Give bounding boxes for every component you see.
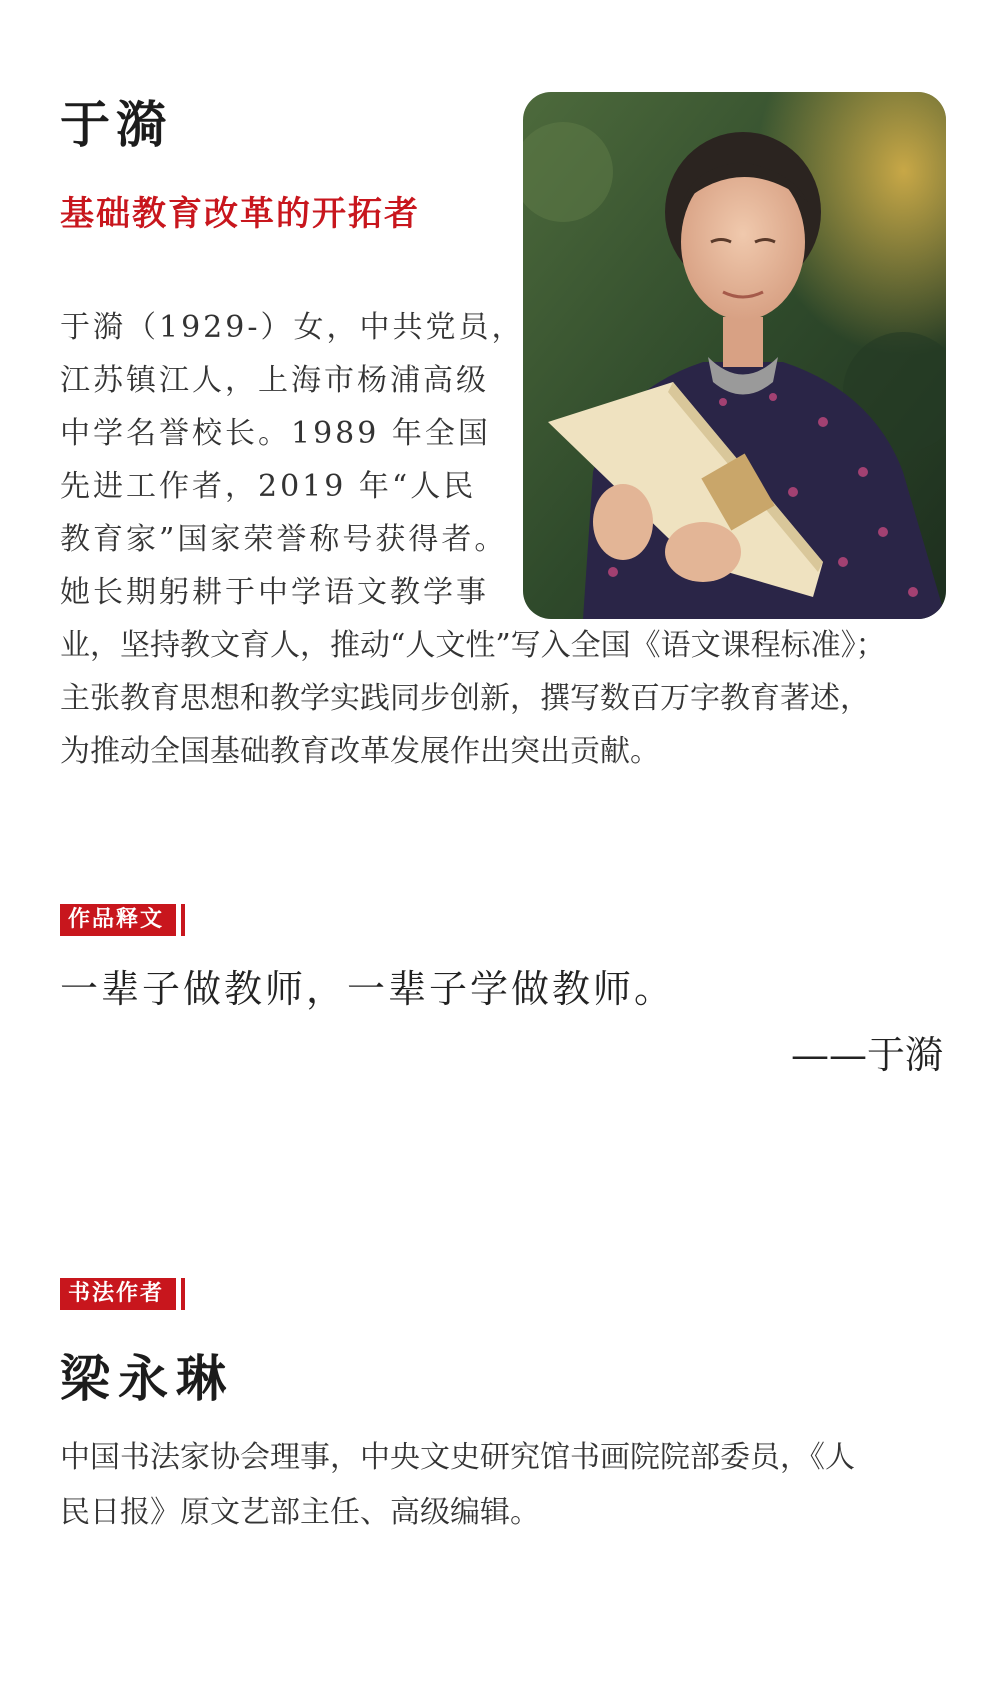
bio-line: 她长期躬耕于中学语文教学事 [60, 575, 489, 610]
work-quote: 一辈子做教师，一辈子学做教师。 [60, 967, 676, 1011]
bio-line: 先进工作者，2019 年“人民 [60, 469, 477, 504]
calligrapher-bio-line: 中国书法家协会理事，中央文史研究馆书画院院部委员，《人 [60, 1440, 855, 1475]
bio-line: 主张教育思想和教学实践同步创新，撰写数百万字教育著述， [60, 681, 870, 716]
tag-accent-bar [181, 904, 185, 936]
calligrapher-bio [60, 1430, 946, 1540]
person-subtitle: 基础教育改革的开拓者 [60, 194, 420, 234]
calligrapher-name: 梁永琳 [60, 1350, 234, 1408]
calligrapher-bio-line: 民日报》原文艺部主任、高级编辑。 [60, 1495, 540, 1530]
bio-line: 为推动全国基础教育改革发展作出突出贡献。 [60, 734, 660, 769]
bio-line: 中学名誉校长。1989 年全国 [60, 416, 491, 451]
bio-line: 业，坚持教文育人，推动“人文性”写入全国《语文课程标准》； [60, 628, 886, 663]
bio-line: 于漪（1929-）女，中共党员， [60, 310, 525, 345]
tag-accent-bar [181, 1278, 185, 1310]
quote-attribution: ——于漪 [790, 1033, 943, 1077]
bio-line: 江苏镇江人，上海市杨浦高级 [60, 363, 489, 398]
bio-line: 教育家”国家荣誉称号获得者。 [60, 522, 508, 557]
work-tag-label: 作品释文 [60, 904, 176, 936]
work-section-tag [60, 904, 185, 936]
person-bio [60, 301, 946, 778]
person-name: 于漪 [60, 96, 172, 154]
calligrapher-tag-label: 书法作者 [60, 1278, 176, 1310]
calligrapher-section-tag [60, 1278, 185, 1310]
